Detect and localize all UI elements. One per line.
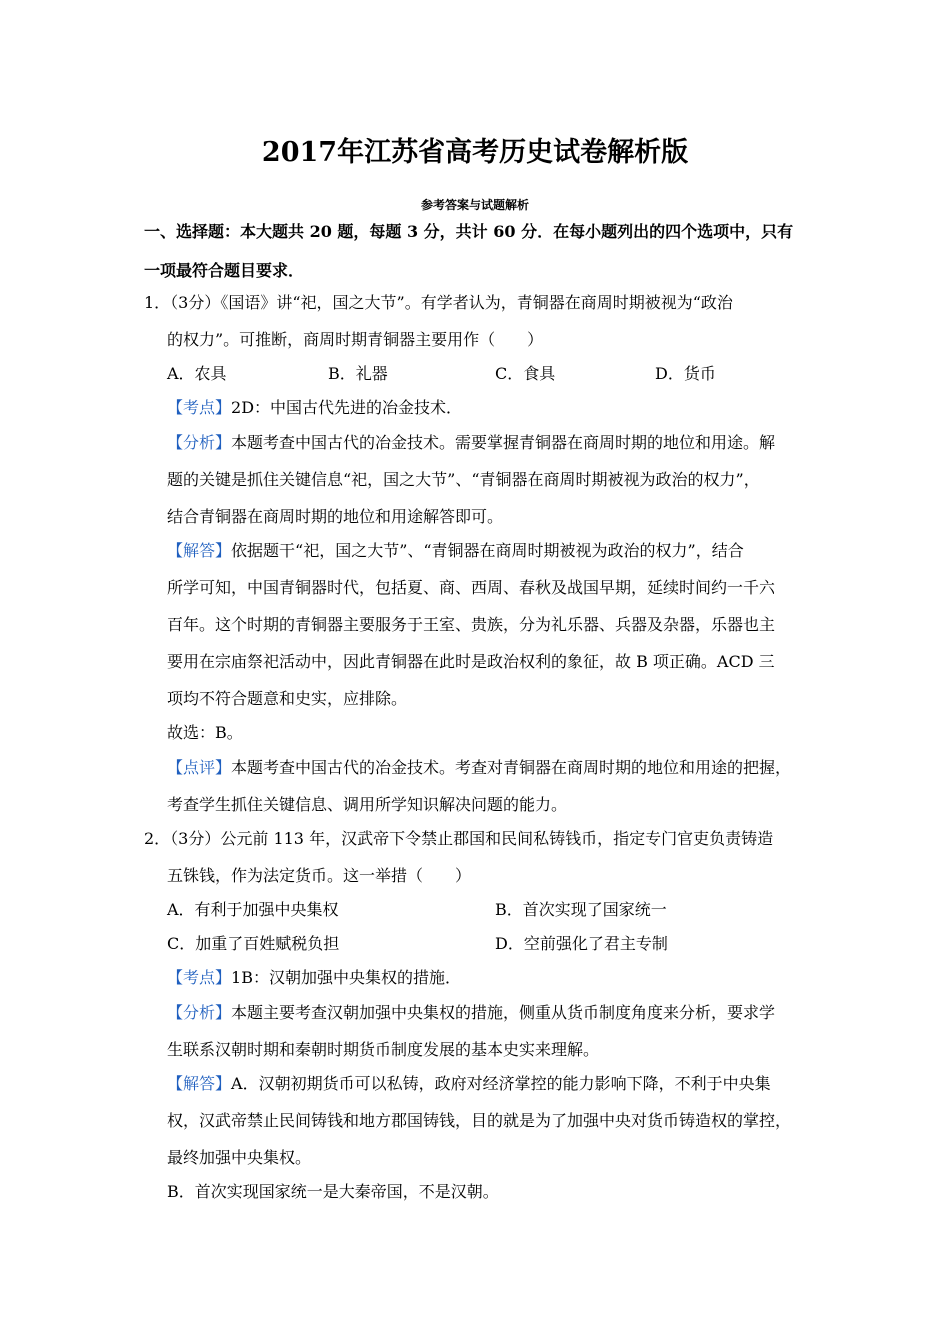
- q2-option-c: C．加重了百姓赋税负担: [167, 934, 340, 953]
- q2-kaodian: [167, 968, 461, 988]
- q1-jieda-text1: 依据题干“祀，国之大节”、“青铜器在商周时期被视为政治的权力”，结合: [231, 541, 744, 560]
- q1-stem-line1: 1．（3分）《国语》讲“祀，国之大节”。有学者认为，青铜器在商周时期被视为“政治: [144, 293, 733, 312]
- q1-jieda-tag: 【解答】: [167, 541, 232, 560]
- q1-option-d: D．货币: [655, 364, 716, 383]
- q1-kaodian: [167, 398, 462, 418]
- q2-jieda-text1: A．汉朝初期货币可以私铸，政府对经济掌控的能力影响下降，不利于中央集: [231, 1074, 771, 1093]
- q2-jieda-line3: 最终加强中央集权。: [167, 1148, 312, 1167]
- q2-jieda-line1: [167, 1074, 771, 1094]
- q1-dianping-text1: 本题考查中国古代的冶金技术。考查对青铜器在商周时期的地位和用途的把握，: [231, 758, 792, 777]
- section-heading-line2: 一项最符合题目要求．: [144, 261, 305, 280]
- q1-option-a: A．农具: [167, 364, 227, 383]
- q1-fenxi-line3: 结合青铜器在商周时期的地位和用途解答即可。: [167, 507, 504, 526]
- q1-answer: 故选：B。: [167, 723, 243, 742]
- q1-fenxi-line1: [167, 433, 775, 453]
- q2-stem-line1: 2．（3分）公元前 113 年，汉武帝下令禁止郡国和民间私铸钱币，指定专门官吏负责铸造: [144, 829, 774, 848]
- q2-fenxi-text1: 本题主要考查汉朝加强中央集权的措施，侧重从货币制度角度来分析，要求学: [231, 1003, 776, 1022]
- q1-fenxi-line2: 题的关键是抓住关键信息“祀，国之大节”、“青铜器在商周时期被视为政治的权力”，: [167, 470, 760, 489]
- q2-option-a: A．有利于加强中央集权: [167, 900, 339, 919]
- q2-option-b: B．首次实现了国家统一: [495, 900, 667, 919]
- q2-kaodian-tag: 【考点】: [167, 968, 232, 987]
- q1-dianping-line1: [167, 758, 791, 778]
- q2-jieda-tag: 【解答】: [167, 1074, 232, 1093]
- q1-option-b: B．礼器: [328, 364, 388, 383]
- q2-fenxi-line2: 生联系汉朝时期和秦朝时期货币制度发展的基本史实来理解。: [167, 1040, 600, 1059]
- q1-dianping-line2: 考查学生抓住关键信息、调用所学知识解决问题的能力。: [167, 795, 568, 814]
- q2-jieda-line4: B．首次实现国家统一是大秦帝国，不是汉朝。: [167, 1182, 499, 1201]
- q1-jieda-line1: [167, 541, 744, 561]
- q1-option-c: C．食具: [495, 364, 556, 383]
- q2-fenxi-tag: 【分析】: [167, 1003, 232, 1022]
- q1-jieda-line4: 要用在宗庙祭祀活动中，因此青铜器在此时是政治权利的象征，故 B 项正确。ACD 三: [167, 652, 775, 671]
- q1-stem-line2: 的权力”。可推断，商周时期青铜器主要用作（ ）: [167, 330, 544, 349]
- q1-kaodian-tag: 【考点】: [167, 398, 232, 417]
- q2-kaodian-text: 1B：汉朝加强中央集权的措施．: [231, 968, 461, 987]
- document-title: 2017年江苏省高考历史试卷解析版: [261, 137, 689, 168]
- q2-jieda-line2: 权，汉武帝禁止民间铸钱和地方郡国铸钱，目的就是为了加强中央对货币铸造权的掌控，: [167, 1111, 792, 1130]
- q1-fenxi-tag: 【分析】: [167, 433, 232, 452]
- q1-jieda-line2: 所学可知，中国青铜器时代，包括夏、商、西周、春秋及战国早期，延续时间约一千六: [167, 578, 776, 597]
- q1-dianping-tag: 【点评】: [167, 758, 232, 777]
- document-subtitle: 参考答案与试题解析: [420, 198, 529, 212]
- q1-jieda-line3: 百年。这个时期的青铜器主要服务于王室、贵族，分为礼乐器、兵器及杂器，乐器也主: [167, 615, 776, 634]
- q1-jieda-line5: 项均不符合题意和史实，应排除。: [167, 689, 408, 708]
- section-heading-line1: 一、选择题：本大题共 20 题，每题 3 分，共计 60 分．在每小题列出的四个选项中，只有: [144, 222, 794, 241]
- q1-fenxi-text1: 本题考查中国古代的冶金技术。需要掌握青铜器在商周时期的地位和用途。解: [231, 433, 776, 452]
- q2-fenxi-line1: [167, 1003, 775, 1023]
- q2-stem-line2: 五铢钱，作为法定货币。这一举措（ ）: [167, 866, 472, 885]
- q2-option-d: D．空前强化了君主专制: [495, 934, 668, 953]
- q1-kaodian-text: 2D：中国古代先进的冶金技术．: [231, 398, 463, 417]
